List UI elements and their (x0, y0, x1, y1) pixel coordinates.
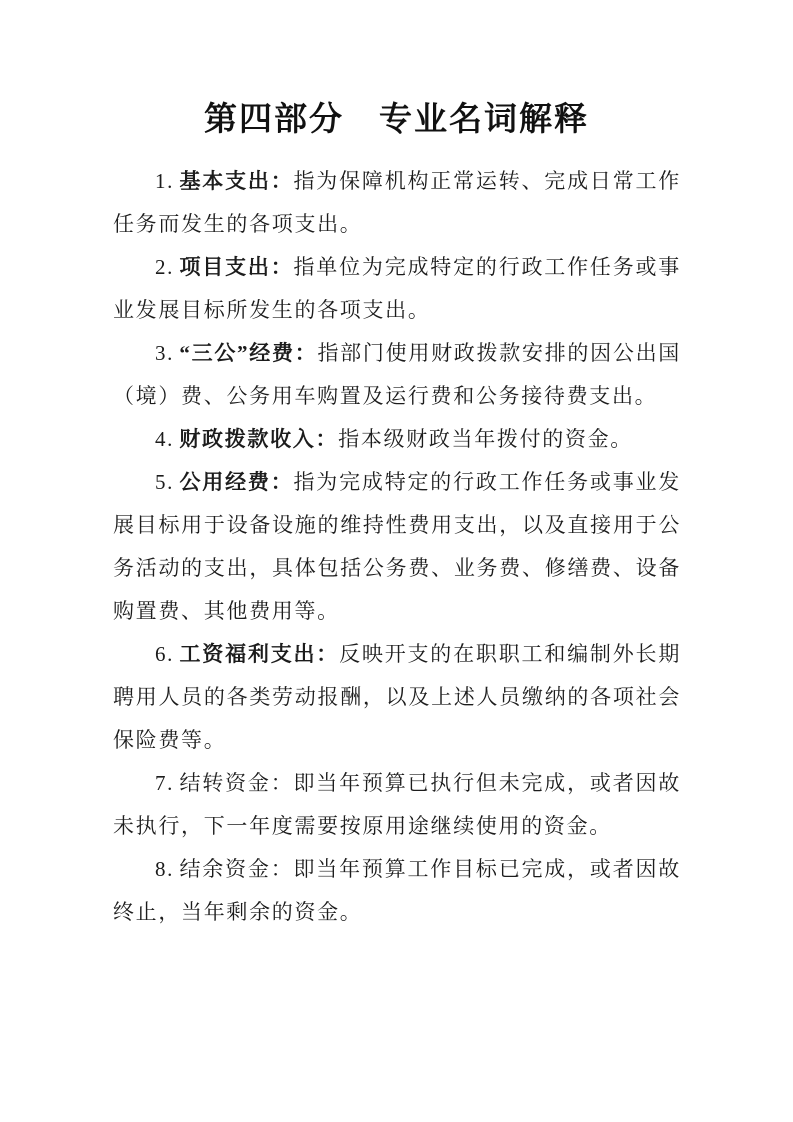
item-term: 基本支出： (179, 169, 294, 193)
item-number: 7. (155, 771, 175, 795)
page-title: 第四部分 专业名词解释 (204, 102, 589, 138)
item-number: 8. (155, 857, 175, 881)
term-definition-item (113, 633, 681, 762)
item-definition: 即当年预算工作目标已完成，或者因故终止，当年剩余的资金。 (113, 857, 681, 924)
item-number: 2. (155, 255, 175, 279)
item-definition: 指为保障机构正常运转、完成日常工作任务而发生的各项支出。 (113, 169, 681, 236)
item-definition: 反映开支的在职职工和编制外长期聘用人员的各类劳动报酬，以及上述人员缴纳的各项社会保险费等。 (113, 642, 681, 752)
item-number: 6. (155, 642, 175, 666)
item-definition: 指部门使用财政拨款安排的因公出国（境）费、公务用车购置及运行费和公务接待费支出。 (113, 341, 681, 408)
term-definition-item (113, 160, 681, 246)
item-term: 结余资金： (179, 857, 294, 881)
term-definition-item (113, 848, 681, 934)
term-definition-item (113, 332, 681, 418)
item-number: 4. (155, 427, 175, 451)
item-definition: 即当年预算已执行但未完成，或者因故未执行，下一年度需要按原用途继续使用的资金。 (113, 771, 681, 838)
item-term: 公用经费： (179, 470, 294, 494)
item-definition: 指单位为完成特定的行政工作任务或事业发展目标所发生的各项支出。 (113, 255, 681, 322)
definitions-list (113, 160, 681, 934)
term-definition-item (113, 418, 681, 461)
item-term: 项目支出： (179, 255, 294, 279)
item-term: 结转资金： (179, 771, 294, 795)
term-definition-item (113, 246, 681, 332)
item-number: 3. (155, 341, 175, 365)
term-definition-item (113, 762, 681, 848)
item-definition: 指为完成特定的行政工作任务或事业发展目标用于设备设施的维持性费用支出，以及直接用于公务活动的支出，具体包括公务费、业务费、修缮费、设备购置费、其他费用等。 (113, 470, 681, 623)
item-number: 1. (155, 169, 175, 193)
item-term: 财政拨款收入： (179, 427, 339, 451)
term-definition-item (113, 461, 681, 633)
item-number: 5. (155, 470, 175, 494)
item-term: “三公”经费： (179, 341, 318, 365)
item-definition: 指本级财政当年拨付的资金。 (338, 427, 633, 451)
item-term: 工资福利支出： (179, 642, 340, 666)
